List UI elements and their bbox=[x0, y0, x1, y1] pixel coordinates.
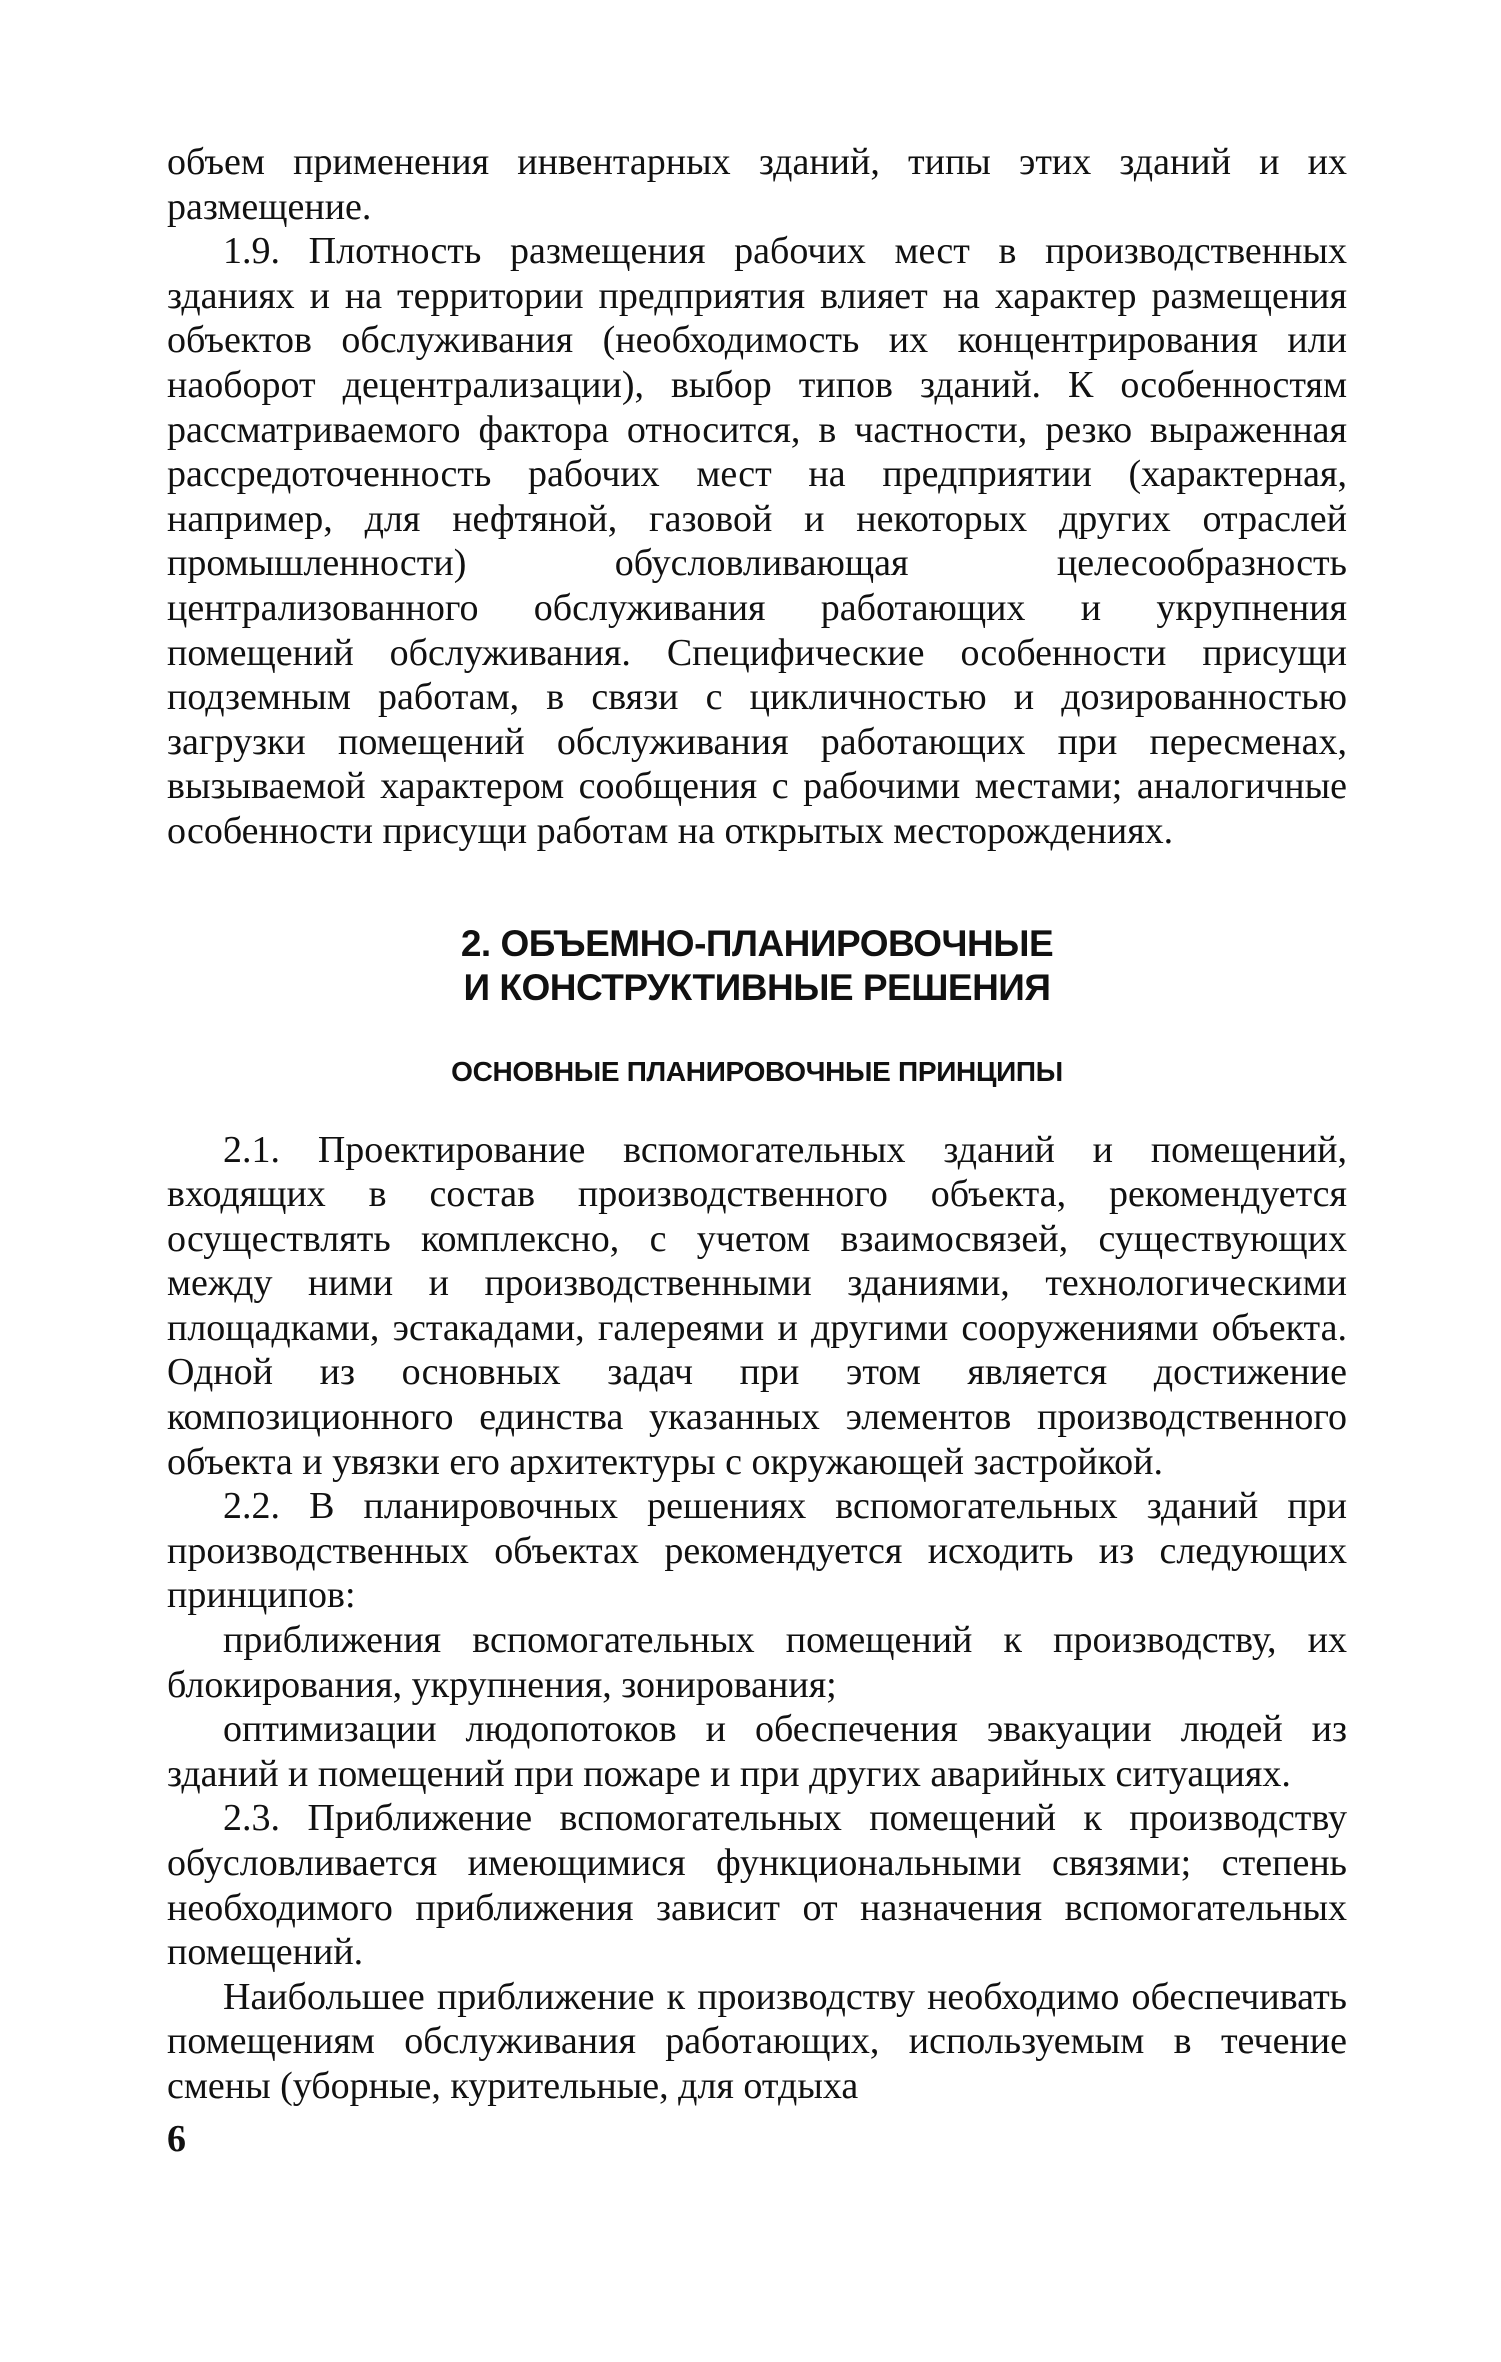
page-number: 6 bbox=[167, 2118, 186, 2160]
section-title-line1: 2. ОБЪЕМНО-ПЛАНИРОВОЧНЫЕ bbox=[460, 922, 1054, 964]
paragraph-2-2-item-2: оптимизации людопотоков и обеспечения эвакуации людей из зданий и помещений при пожаре и при других аварийных ситуациях. bbox=[167, 1708, 1347, 1795]
paragraph-2-3: 2.3. Приближение вспомогательных помещений к производству обусловливается имеющимися функциональными связями; степень необходимого приближения зависит от назначения вспомогательных помещений. bbox=[167, 1797, 1347, 1974]
paragraph-2-2: 2.2. В планировочных решениях вспомогательных зданий при производственных объектах рекомендуется исходить из следующих принципов: bbox=[167, 1485, 1347, 1617]
paragraph-2-1: 2.1. Проектирование вспомогательных зданий и помещений, входящих в состав производственного объекта, рекомендуется осуществлять комплексно, с учетом взаимосвязей, существующих между ними и производственными зданиями, технологическими площадками, эстакадами, галереями и другими сооружениями объекта. Одной из основных задач при этом является достижение композиционного единства указанных элементов производственного объекта и увязки его архитектуры с окружающей застройкой. bbox=[167, 1128, 1347, 1483]
paragraph-continuation: объем применения инвентарных зданий, типы этих зданий и их размещение. bbox=[167, 141, 1347, 228]
document-page bbox=[167, 140, 1347, 2109]
subsection-title: ОСНОВНЫЕ ПЛАНИРОВОЧНЫЕ ПРИНЦИПЫ bbox=[451, 1055, 1063, 1087]
section-title bbox=[167, 922, 1347, 1010]
paragraph-2-3-continued: Наибольшее приближение к производству необходимо обеспечивать помещениям обслуживания работающих, используемым в течение смены (уборные, курительные, для отдыха bbox=[167, 1975, 1347, 2107]
paragraph-1-9: 1.9. Плотность размещения рабочих мест в производственных зданиях и на территории предприятия влияет на характер размещения объектов обслуживания (необходимость их концентрирования или наоборот децентрализации), выбор типов зданий. К особенностям рассматриваемого фактора относится, в частности, резко выраженная рассредоточенность рабочих мест на предприятии (характерная, например, для нефтяной, газовой и некоторых других отраслей промышленности) обусловливающая целесообразность централизованного обслуживания работающих и укрупнения помещений обслуживания. Специфические особенности присущи подземным работам, в связи с цикличностью и дозированностью загрузки помещений обслуживания работающих при пересменах, вызываемой характером сообщения с рабочими местами; аналогичные особенности присущи работам на открытых месторождениях. bbox=[167, 230, 1347, 852]
paragraph-2-2-item-1: приближения вспомогательных помещений к производству, их блокирования, укрупнения, зонирования; bbox=[167, 1619, 1347, 1706]
section-title-line2: И КОНСТРУКТИВНЫЕ РЕШЕНИЯ bbox=[463, 966, 1051, 1008]
